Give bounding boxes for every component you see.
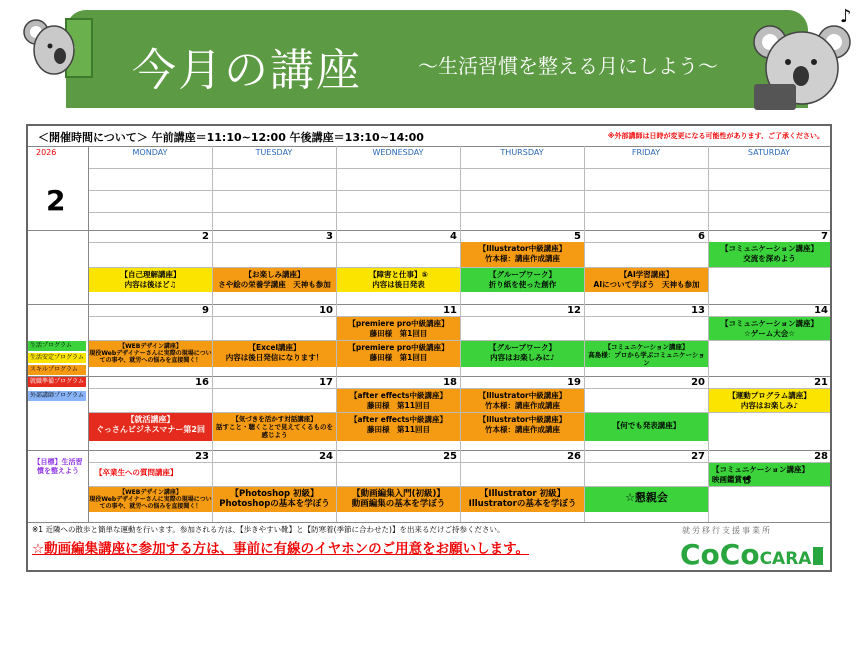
event-card[interactable]: 【コミュニケーション講座】 映画鑑賞📽 <box>709 463 830 486</box>
date-number: 9 <box>202 305 209 316</box>
event-card[interactable]: 【after effects中級講座】 藤田様 第11回目 <box>337 413 460 441</box>
date-number: 18 <box>443 377 457 388</box>
event-card[interactable]: 【Illustrator 初級】 Illustratorの基本を学ぼう <box>461 487 584 512</box>
date-number: 17 <box>319 377 333 388</box>
hours-info: ＜開催時間について＞ 午前講座＝11:10~12:00 午後講座＝13:10~14:00 <box>38 131 424 144</box>
external-notice: ※外部講師は日時が変更になる可能性があります、ご了承ください。 <box>607 132 824 140</box>
koala-peeking-icon <box>22 10 82 82</box>
day-header-wednesday: WEDNESDAY <box>372 148 424 157</box>
date-number: 23 <box>195 451 209 462</box>
event-card[interactable]: 【WEBデザイン講座】 現役Webデザイナーさんに実際の現場についての事や、就労への悩みを直接聞く！ <box>89 341 212 367</box>
event-card[interactable]: 【障害と仕事】⑤ 内容は後日発表 <box>337 268 460 292</box>
event-card[interactable]: 【自己理解講座】 内容は後ほど♫ <box>89 268 212 292</box>
year-label: 2026 <box>36 148 57 157</box>
grid-line <box>88 190 830 191</box>
event-card[interactable]: 【premiere pro中級講座】 藤田様 第1回目 <box>337 341 460 367</box>
svg-text:♪: ♪ <box>840 6 852 27</box>
date-number: 25 <box>443 451 457 462</box>
event-card[interactable]: 【コミュニケーション講座】 ☆ゲーム大会☆ <box>709 317 830 340</box>
event-card[interactable]: 【動画編集入門(初級)】 動画編集の基本を学ぼう <box>337 487 460 512</box>
logo-block-icon <box>813 547 823 565</box>
date-number: 3 <box>326 231 333 242</box>
date-number: 11 <box>443 305 457 316</box>
date-number: 26 <box>567 451 581 462</box>
event-card[interactable]: 【Excel講座】 内容は後日発信になります！ <box>213 341 336 367</box>
grid-line <box>88 168 830 169</box>
month-number: 2 <box>46 184 66 217</box>
date-number: 21 <box>814 377 828 388</box>
logo <box>680 538 823 571</box>
date-number: 13 <box>691 305 705 316</box>
event-card[interactable]: 【コミュニケーション講座】 交流を深めよう <box>709 242 830 267</box>
event-card[interactable]: 【Illustrator中級講座】 竹本様：講座作成講座 <box>461 413 584 441</box>
legend-item: 生活プログラム <box>28 341 86 351</box>
date-number: 14 <box>814 305 828 316</box>
grid-line <box>584 146 585 522</box>
event-card[interactable]: 【何でも発表講座】 <box>585 413 708 441</box>
day-header-friday: FRIDAY <box>631 148 661 157</box>
event-card[interactable]: 【グループワーク】 内容はお楽しみに♪ <box>461 341 584 367</box>
event-card[interactable]: 【after effects中級講座】 藤田様 第11回目 <box>337 389 460 412</box>
date-number: 24 <box>319 451 333 462</box>
event-card[interactable]: 【AI学習講座】 AIについて学ぼう 天神も参加 <box>585 268 708 292</box>
date-number: 6 <box>698 231 705 242</box>
legend-item: スキルプログラム <box>28 365 86 375</box>
event-card[interactable]: 【WEBデザイン講座】 現役Webデザイナーさんに実際の現場についての事や、就労への悩みを直接聞く！ <box>89 489 212 510</box>
date-number: 16 <box>195 377 209 388</box>
event-card[interactable]: 【Photoshop 初級】 Photoshopの基本を学ぼう <box>213 487 336 512</box>
date-number: 12 <box>567 305 581 316</box>
page-subtitle: ～生活習慣を整える月にしよう～ <box>418 54 718 78</box>
logo-main: CoCo <box>680 538 760 571</box>
event-card[interactable]: 【気づきを活かす対話講座】 話すこと・聴くことで見えてくるものを感じよう <box>213 413 336 441</box>
page-title: 今月の講座 <box>132 45 362 96</box>
day-header-saturday: SATURDAY <box>747 148 791 157</box>
date-number: 27 <box>691 451 705 462</box>
event-card[interactable]: 【Illustrator中級講座】 竹本様：講座作成講座 <box>461 389 584 412</box>
date-number: 5 <box>574 231 581 242</box>
grid-line <box>212 146 213 522</box>
date-number: 19 <box>567 377 581 388</box>
day-header-thursday: THURSDAY <box>500 148 544 157</box>
event-card[interactable]: 【運動プログラム講座】 内容はお楽しみ♪ <box>709 389 830 412</box>
date-number: 7 <box>821 231 828 242</box>
event-card[interactable]: 【お楽しみ講座】 さや絵の栄養学講座 天神も参加 <box>213 268 336 292</box>
date-number: 4 <box>450 231 457 242</box>
goal-text: 【目標】生活習慣を整えよう <box>33 458 83 475</box>
day-header-monday: MONDAY <box>132 148 168 157</box>
date-number: 2 <box>202 231 209 242</box>
legend-item: 生活安定プログラム <box>28 353 86 363</box>
grid-line <box>28 522 830 523</box>
footer-note: ※1 近隣への散歩と簡単な運動を行います。参加される方は、【歩きやすい靴】と【防寒着(季節に合わせた)】を出来るだけご持参ください。 <box>32 525 505 534</box>
date-number: 28 <box>814 451 828 462</box>
footer-notice: ☆動画編集講座に参加する方は、事前に有線のイヤホンのご用意をお願いします。 <box>32 541 530 557</box>
grid-line <box>28 146 830 147</box>
koala-laptop-icon <box>748 6 858 116</box>
grid-line <box>88 212 830 213</box>
legend-item: 就職準備プログラム <box>28 377 86 387</box>
event-card[interactable]: 【卒業生への質問講座】 <box>95 468 178 477</box>
day-header-tuesday: TUESDAY <box>255 148 293 157</box>
date-number: 20 <box>691 377 705 388</box>
logo-sub: CARA <box>759 549 812 569</box>
date-number: 10 <box>319 305 333 316</box>
logo-tagline: 就労移行支援事業所 <box>682 526 772 535</box>
event-card[interactable]: 【premiere pro中級講座】 藤田様 第1回目 <box>337 317 460 340</box>
event-card[interactable]: 【就活講座】 ぐっさんビジネスマナー第2回 <box>89 413 212 441</box>
event-card[interactable]: ☆懇親会 <box>585 487 708 512</box>
event-card[interactable]: 【コミュニケーション講座】 高島様：プロから学ぶコミュニケーション <box>585 341 708 367</box>
event-card[interactable]: 【グループワーク】 折り紙を使った創作 <box>461 268 584 292</box>
grid-line <box>460 146 461 522</box>
legend-item: 外部講師プログラム <box>28 391 86 401</box>
event-card[interactable]: 【Illustrator中級講座】 竹本様：講座作成講座 <box>461 242 584 267</box>
info-bar <box>28 126 830 146</box>
